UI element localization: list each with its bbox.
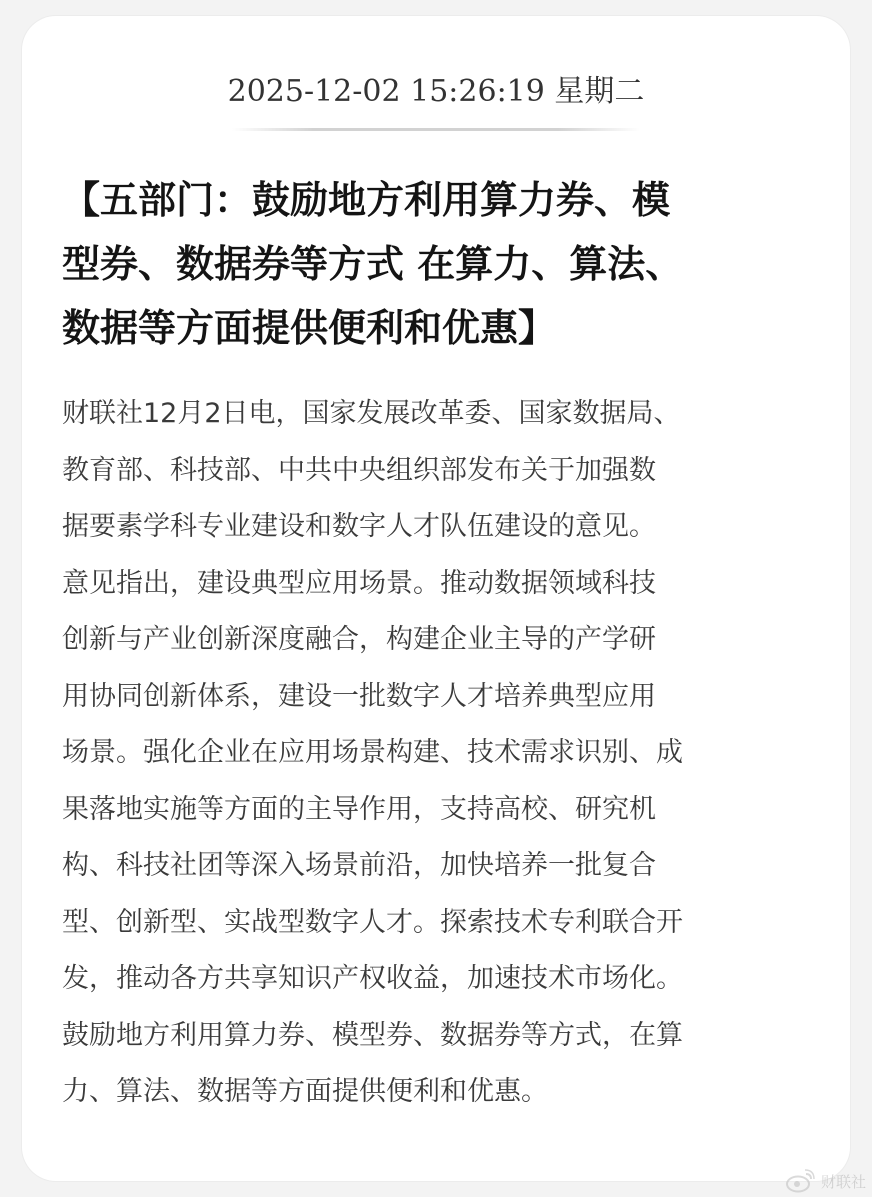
body-line: 财联社12月2日电，国家发展改革委、国家数据局、 [62,398,681,429]
body-line: 用协同创新体系，建设一批数字人才培养典型应用 [62,680,656,712]
body-line: 型、创新型、实战型数字人才。探索技术专利联合开 [62,906,683,938]
watermark-text: 财联社 [820,1172,866,1191]
body-line: 意见指出，建设典型应用场景。推动数据领域科技 [62,567,656,599]
watermark [785,1169,866,1193]
body-line: 教育部、科技部、中共中央组织部发布关于加强数 [62,454,656,486]
body-line: 鼓励地方利用算力券、模型券、数据券等方式，在算 [62,1019,683,1051]
body-line: 场景。强化企业在应用场景构建、技术需求识别、成 [62,737,683,768]
article-timestamp: 2025-12-02 15:26:19 星期二 [227,74,645,109]
headline-line: 型券、数据券等方式 在算力、算法、 [62,241,684,286]
article-body [62,386,802,1121]
weibo-logo-icon [785,1169,815,1193]
article-headline [62,168,798,360]
timestamp-divider [232,128,640,131]
body-line: 果落地实施等方面的主导作用，支持高校、研究机 [62,793,656,825]
body-line: 据要素学科专业建设和数字人才队伍建设的意见。 [62,511,656,542]
headline-line: 数据等方面提供便利和优惠】 [62,305,557,350]
body-line: 发，推动各方共享知识产权收益，加速技术市场化。 [62,963,683,994]
body-line: 构、科技社团等深入场景前沿，加快培养一批复合 [62,850,656,881]
body-line: 力、算法、数据等方面提供便利和优惠。 [62,1076,548,1107]
headline-line: 【五部门：鼓励地方利用算力券、模 [62,177,671,222]
body-line: 创新与产业创新深度融合，构建企业主导的产学研 [62,624,656,655]
